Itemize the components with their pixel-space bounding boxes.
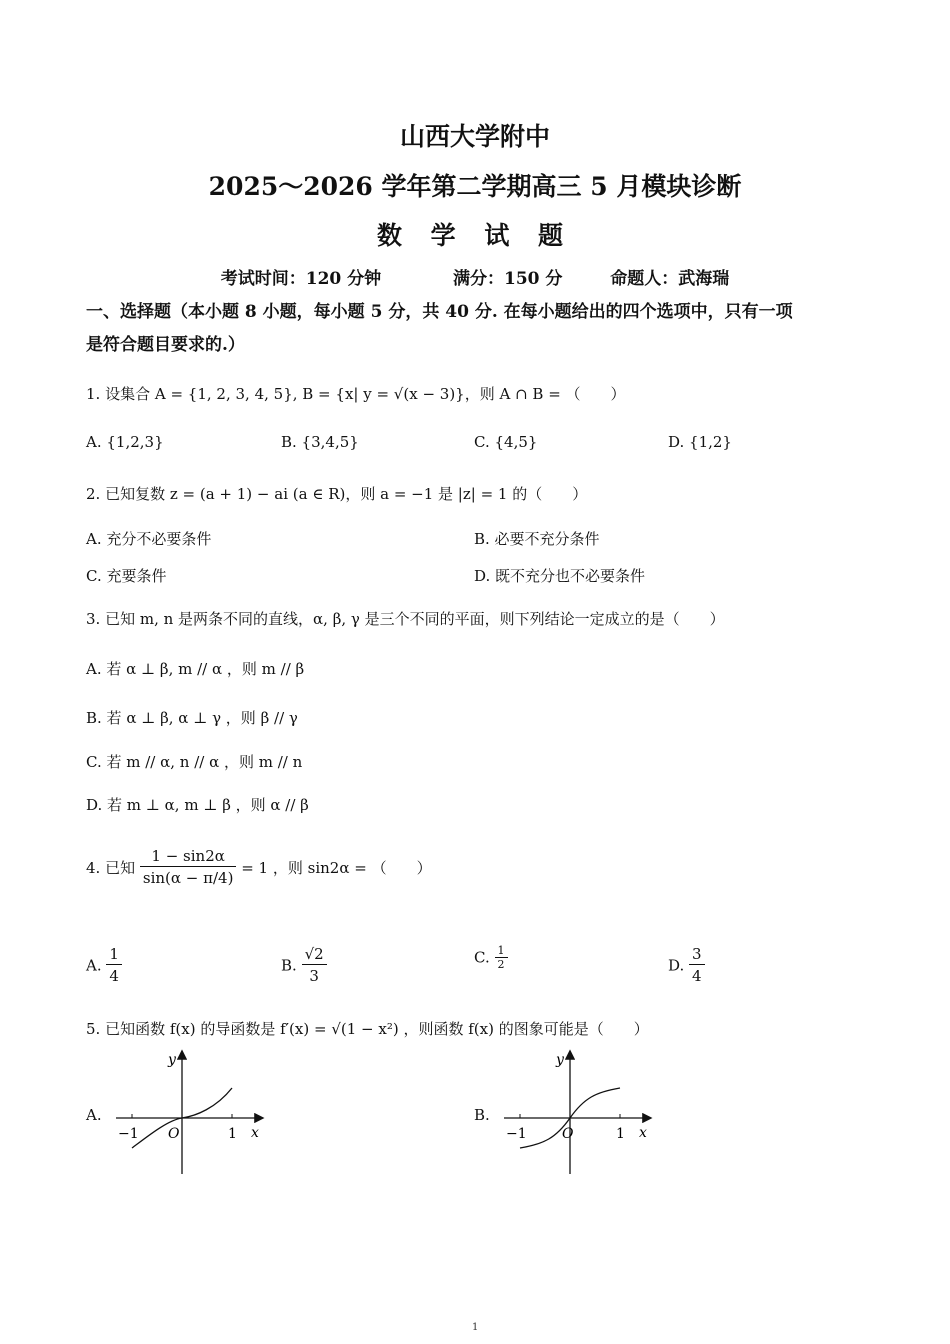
question-1-option-d: D. {1,2} [668, 433, 732, 451]
option-fraction [689, 944, 705, 987]
option-fraction [106, 944, 122, 987]
fraction-den: 4 [109, 967, 119, 985]
section-heading-line1: 一、选择题（本小题 8 小题，每小题 5 分，共 40 分. 在每小题给出的四个选项中，只有一项 [86, 302, 793, 322]
section-heading-line2: 是符合题目要求的.） [86, 335, 245, 355]
question-3-stem: 3. 已知 m, n 是两条不同的直线，α, β, γ 是三个不同的平面，则下列结论一定成立的是（ ） [86, 610, 725, 628]
x-label: x [251, 1125, 259, 1141]
option-label: D. [668, 956, 685, 975]
graph-option-b [496, 1048, 656, 1178]
fraction-num: √2 [302, 944, 327, 965]
question-3-option-d: D. 若 m ⊥ α, m ⊥ β ，则 α // β [86, 796, 309, 814]
graph-option-a [108, 1048, 268, 1178]
question-5-option-b: B. [474, 1106, 490, 1124]
question-4-fraction [140, 846, 237, 889]
pos1-label: 1 [228, 1126, 237, 1142]
question-1-option-b: B. {3,4,5} [281, 433, 359, 451]
option-fraction [495, 944, 508, 971]
question-2-option-d: D. 既不充分也不必要条件 [474, 567, 646, 585]
fraction-den: 3 [309, 967, 319, 985]
pos1-label: 1 [616, 1126, 625, 1142]
option-label: C. [474, 948, 490, 967]
option-label: A. [86, 956, 102, 975]
origin-label: O [168, 1126, 180, 1142]
exam-term: 2025～2026 学年第二学期高三 5 月模块诊断 [208, 172, 742, 201]
exam-score: 满分：150 分 [453, 269, 563, 289]
question-3-option-c: C. 若 m // α, n // α ，则 m // n [86, 753, 303, 771]
question-1-stem: 1. 设集合 A = {1, 2, 3, 4, 5}, B = {x| y = √(x − 3)}，则 A ∩ B = （ ） [86, 385, 626, 403]
question-4-fraction-den: sin(α − π/4) [142, 869, 234, 887]
neg1-label: −1 [506, 1126, 527, 1142]
question-4-option-b [281, 944, 327, 987]
question-5-stem: 5. 已知函数 f(x) 的导函数是 f′(x) = √(1 − x²) ，则函数 f(x) 的图象可能是（ ） [86, 1020, 649, 1038]
question-2-stem: 2. 已知复数 z = (a + 1) − ai (a ∈ R)，则 a = −1 是 |z| = 1 的（ ） [86, 485, 588, 503]
x-label: x [639, 1125, 647, 1141]
question-4-option-d [668, 944, 705, 987]
y-label: y [168, 1052, 176, 1068]
origin-label: O [562, 1126, 574, 1142]
question-4-fraction-num: 1 − sin2α [140, 846, 237, 867]
question-4-stem [86, 846, 432, 889]
question-3-option-b: B. 若 α ⊥ β, α ⊥ γ ，则 β // γ [86, 709, 298, 727]
exam-meta [0, 264, 950, 289]
exam-author: 命题人：武海瑞 [610, 269, 730, 289]
question-4-suffix: = 1 ，则 sin2α = （ ） [241, 859, 432, 877]
question-2-option-a: A. 充分不必要条件 [86, 530, 212, 548]
exam-time: 考试时间：120 分钟 [220, 269, 382, 289]
fraction-num: 3 [689, 944, 705, 965]
question-1-option-c: C. {4,5} [474, 433, 538, 451]
fraction-num: 1 [495, 944, 508, 958]
option-fraction [302, 944, 327, 987]
question-2-option-c: C. 充要条件 [86, 567, 167, 585]
question-3-option-a: A. 若 α ⊥ β, m // α ，则 m // β [86, 660, 305, 678]
question-4-option-a [86, 944, 122, 987]
fraction-den: 2 [497, 958, 505, 971]
fraction-den: 4 [692, 967, 702, 985]
exam-subject: 数 学 试 题 [376, 221, 574, 250]
section-heading [86, 296, 793, 362]
y-label: y [556, 1052, 564, 1068]
fraction-num: 1 [106, 944, 122, 965]
option-label: B. [281, 956, 297, 975]
question-4-prefix: 4. 已知 [86, 859, 136, 877]
question-2-option-b: B. 必要不充分条件 [474, 530, 600, 548]
neg1-label: −1 [118, 1126, 139, 1142]
school-name: 山西大学附中 [399, 122, 550, 151]
question-5-option-a: A. [86, 1106, 102, 1124]
question-1-option-a: A. {1,2,3} [86, 433, 164, 451]
question-4-option-c [474, 944, 508, 971]
page-number: 1 [472, 1322, 479, 1333]
